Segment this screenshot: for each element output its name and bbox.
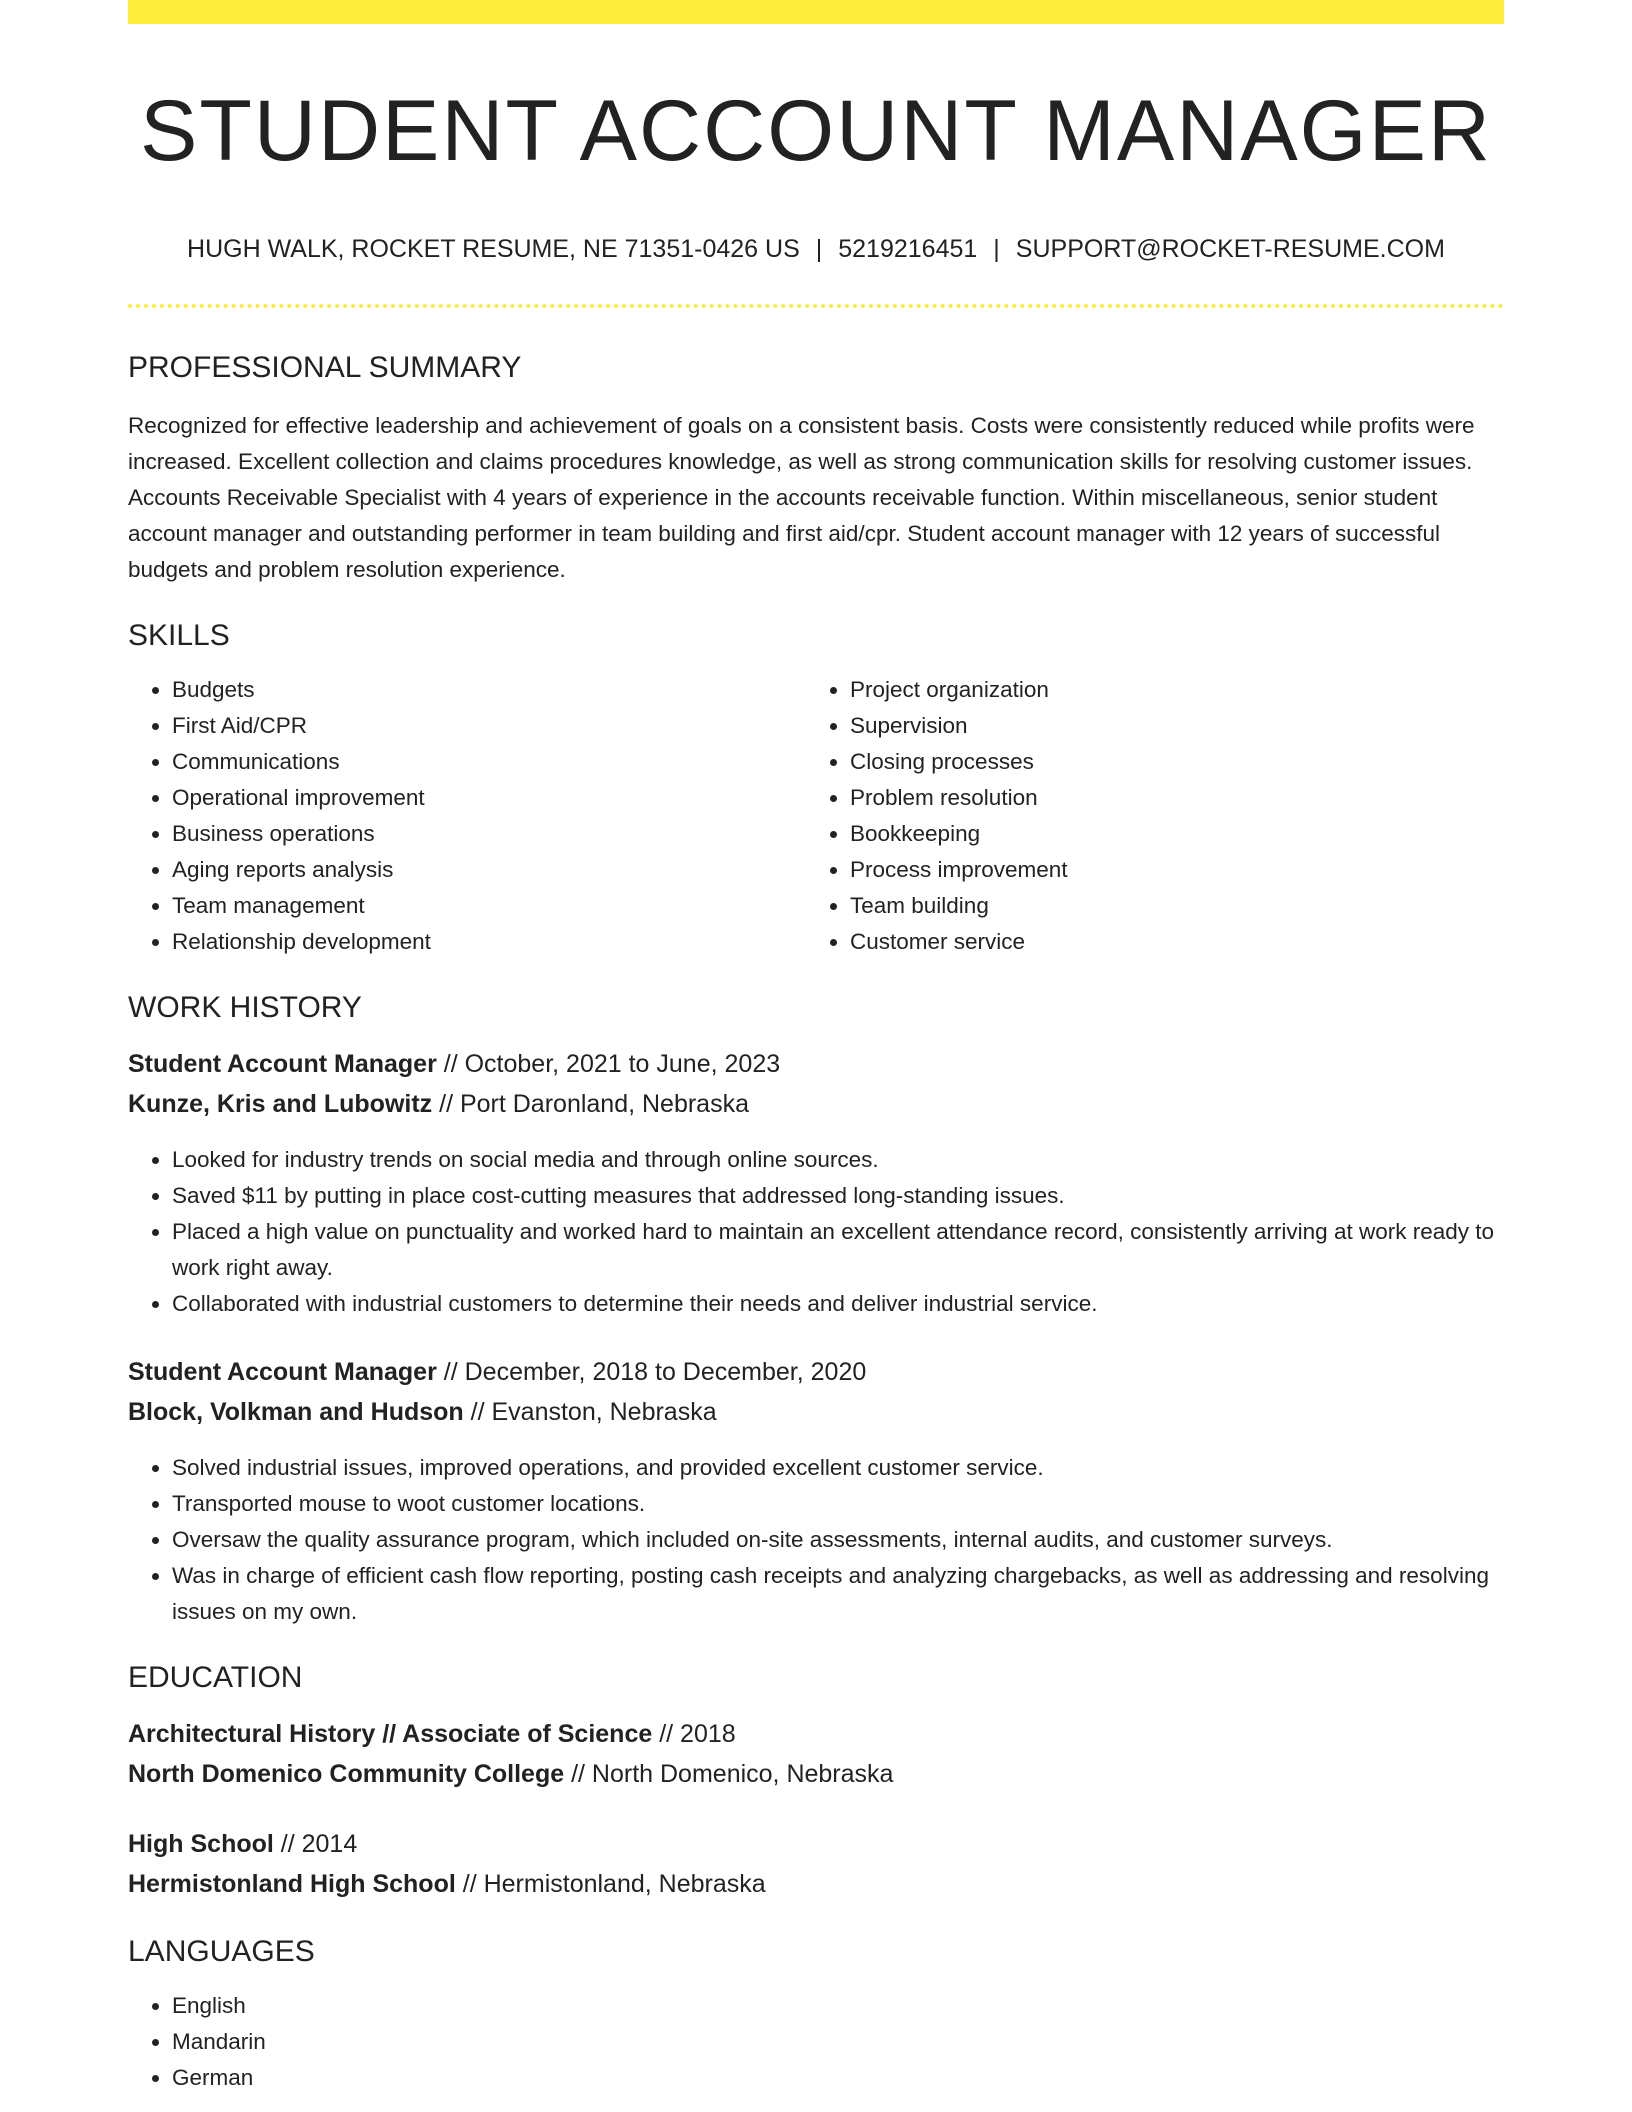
skill-item: • Process improvement bbox=[850, 852, 1484, 888]
contact-line bbox=[128, 233, 1504, 266]
contact-address: HUGH WALK, ROCKET RESUME, NE 71351-0426 US bbox=[187, 235, 800, 264]
job-bullet: • Oversaw the quality assurance program, which included on-site assessments, internal audits, and customer surveys. bbox=[172, 1522, 1504, 1558]
job-bullet: • Placed a high value on punctuality and worked hard to maintain an excellent attendance record, consistently arriving at work ready to work right away. bbox=[172, 1214, 1504, 1286]
work-history-heading: WORK HISTORY bbox=[128, 990, 362, 1024]
education-year: // 2014 bbox=[273, 1829, 358, 1858]
job-company: Kunze, Kris and Lubowitz bbox=[128, 1089, 433, 1118]
contact-separator: | bbox=[815, 235, 823, 264]
job-bullet: • Was in charge of efficient cash flow reporting, posting cash receipts and analyzing chargebacks, as well as addressing and resolving issues on my own. bbox=[172, 1558, 1504, 1630]
job-title-line bbox=[128, 1352, 1504, 1392]
education-school-line bbox=[128, 1864, 1504, 1904]
skill-item: • Team building bbox=[850, 888, 1484, 924]
job-dates: // October, 2021 to June, 2023 bbox=[436, 1049, 781, 1078]
job-bullet: • Saved $11 by putting in place cost-cutting measures that addressed long-standing issues. bbox=[172, 1178, 1504, 1214]
language-item: • German bbox=[172, 2060, 1504, 2096]
skill-item: • Aging reports analysis bbox=[172, 852, 806, 888]
job-bullets bbox=[128, 1450, 1504, 1630]
job-bullet: • Collaborated with industrial customers to determine their needs and deliver industrial service. bbox=[172, 1286, 1504, 1322]
job-role: Student Account Manager bbox=[128, 1049, 437, 1078]
skill-item: • First Aid/CPR bbox=[172, 708, 806, 744]
skill-item: • Relationship development bbox=[172, 924, 806, 960]
education-degree: Architectural History // Associate of Science bbox=[128, 1719, 653, 1748]
education-degree: High School bbox=[128, 1829, 274, 1858]
job-entry bbox=[128, 1044, 1504, 1322]
skill-item: • Bookkeeping bbox=[850, 816, 1484, 852]
job-bullet: • Looked for industry trends on social media and through online sources. bbox=[172, 1142, 1504, 1178]
education-year: // 2018 bbox=[652, 1719, 736, 1748]
job-location: // Evanston, Nebraska bbox=[463, 1397, 717, 1426]
languages-list bbox=[128, 1988, 1504, 2096]
language-item: • Mandarin bbox=[172, 2024, 1504, 2060]
top-accent-bar bbox=[128, 0, 1504, 24]
contact-email: SUPPORT@ROCKET-RESUME.COM bbox=[1015, 235, 1445, 264]
education-location: // North Domenico, Nebraska bbox=[564, 1759, 894, 1788]
contact-phone: 5219216451 bbox=[838, 235, 978, 264]
language-item: • English bbox=[172, 1988, 1504, 2024]
education-location: // Hermistonland, Nebraska bbox=[455, 1869, 766, 1898]
skills-list-right bbox=[806, 672, 1484, 960]
job-bullets bbox=[128, 1142, 1504, 1322]
resume-page bbox=[128, 0, 1504, 2096]
education-degree-line bbox=[128, 1824, 1504, 1864]
summary-heading: PROFESSIONAL SUMMARY bbox=[128, 350, 522, 384]
job-bullet: • Transported mouse to woot customer locations. bbox=[172, 1486, 1504, 1522]
resume-title: STUDENT ACCOUNT MANAGER bbox=[139, 83, 1493, 179]
education-heading: EDUCATION bbox=[128, 1660, 303, 1694]
job-title-line bbox=[128, 1044, 1504, 1084]
skills-heading: SKILLS bbox=[128, 618, 230, 652]
job-role: Student Account Manager bbox=[128, 1357, 437, 1386]
skills-list-left bbox=[128, 672, 806, 960]
header-divider bbox=[128, 304, 1504, 308]
job-bullet: • Solved industrial issues, improved operations, and provided excellent customer service. bbox=[172, 1450, 1504, 1486]
skill-item: • Customer service bbox=[850, 924, 1484, 960]
job-company: Block, Volkman and Hudson bbox=[128, 1397, 464, 1426]
skill-item: • Communications bbox=[172, 744, 806, 780]
summary-text: Recognized for effective leadership and achievement of goals on a consistent basis. Costs were consistently reduced while profits were increased. Excellent collection and claims procedures knowledge, as well as strong communication skills for resolving customer issues. Accounts Receivable Specialist with 4 years of experience in the accounts receivable function. Within miscellaneous, senior student account manager and outstanding performer in team building and first aid/cpr. Student account manager with 12 years of successful budgets and problem resolution experience. bbox=[128, 412, 1475, 582]
skill-item: • Operational improvement bbox=[172, 780, 806, 816]
job-company-line bbox=[128, 1084, 1504, 1124]
job-location: // Port Daronland, Nebraska bbox=[432, 1089, 749, 1118]
job-entry bbox=[128, 1352, 1504, 1630]
skill-item: • Problem resolution bbox=[850, 780, 1484, 816]
skill-item: • Closing processes bbox=[850, 744, 1484, 780]
education-school: North Domenico Community College bbox=[128, 1759, 565, 1788]
contact-separator: | bbox=[993, 235, 1000, 264]
skill-item: • Team management bbox=[172, 888, 806, 924]
skill-item: • Supervision bbox=[850, 708, 1484, 744]
education-entry bbox=[128, 1714, 1504, 1794]
skills-grid bbox=[128, 672, 1504, 960]
languages-heading: LANGUAGES bbox=[128, 1934, 315, 1968]
education-school-line bbox=[128, 1754, 1504, 1794]
education-entry bbox=[128, 1824, 1504, 1904]
skill-item: • Budgets bbox=[172, 672, 806, 708]
job-dates: // December, 2018 to December, 2020 bbox=[436, 1357, 867, 1386]
education-school: Hermistonland High School bbox=[128, 1869, 456, 1898]
skill-item: • Business operations bbox=[172, 816, 806, 852]
education-degree-line bbox=[128, 1714, 1504, 1754]
job-company-line bbox=[128, 1392, 1504, 1432]
skill-item: • Project organization bbox=[850, 672, 1484, 708]
